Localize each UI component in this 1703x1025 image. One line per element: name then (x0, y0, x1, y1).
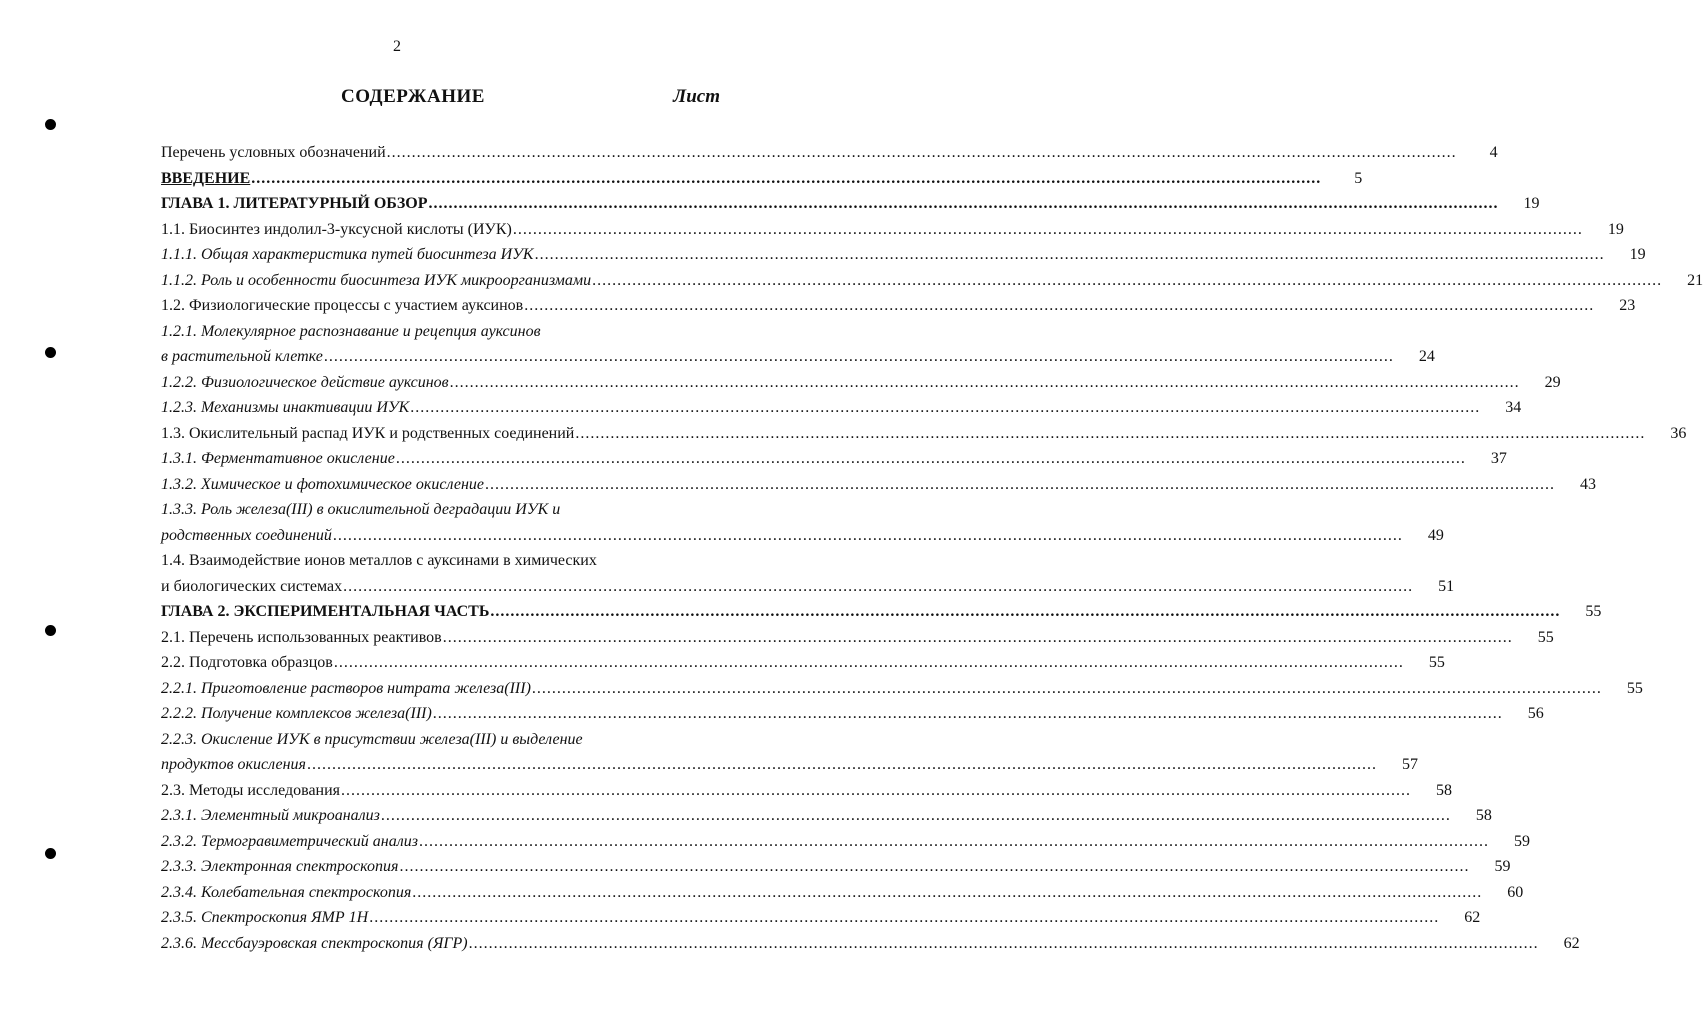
toc-entry (161, 472, 1596, 498)
toc-entry-page: 24 (1418, 348, 1435, 365)
sheet-column-label: Лист (673, 86, 720, 107)
toc-entry (161, 344, 1435, 370)
toc-entry (161, 701, 1544, 727)
toc-entry-page: 55 (1537, 628, 1554, 646)
toc-leader-dots (343, 574, 1413, 600)
toc-entry (161, 650, 1445, 676)
toc-entry-title: 2.3.4. Колебательная спектроскопия (161, 883, 412, 901)
toc-entry (161, 829, 1530, 855)
toc-leader-dots (524, 293, 1594, 319)
toc-leader-dots (433, 701, 1503, 727)
binder-hole-mark (45, 119, 56, 130)
toc-entry (161, 854, 1511, 880)
toc-entry (161, 548, 703, 574)
toc-entry-page: 58 (1475, 807, 1492, 824)
toc-entry (161, 217, 1624, 243)
toc-entry-title: 2.3.1. Элементный микроанализ (161, 807, 380, 824)
toc-leader-dots (369, 905, 1439, 931)
toc-entry-title: 2.2.2. Получение комплексов железа(III) (161, 705, 432, 722)
toc-entry-page: 19 (1523, 195, 1540, 212)
toc-entry-title: ВВЕДЕНИЕ (161, 169, 251, 187)
toc-entry (161, 421, 1687, 447)
toc-entry-page: 36 (1670, 424, 1687, 442)
toc-leader-dots (324, 344, 1394, 370)
toc-leader-dots (443, 625, 1513, 651)
toc-entry-page: 43 (1579, 475, 1596, 493)
toc-entry-page: 56 (1527, 705, 1544, 722)
toc-entry-title: Перечень условных обозначений (161, 144, 386, 161)
toc-entry (161, 880, 1524, 906)
toc-entry-title: 1.3.1. Ферментативное окисление (161, 450, 395, 467)
toc-entry-page: 29 (1544, 373, 1561, 391)
toc-leader-dots (450, 370, 1520, 396)
toc-entry-title: и биологических системах (161, 577, 343, 595)
toc-entry-title: в растительной клетке (161, 348, 323, 365)
toc-leader-dots (333, 523, 1403, 549)
toc-leader-dots (251, 166, 1321, 192)
toc-entry-page: 23 (1619, 297, 1636, 314)
toc-entry-title: 2.3.6. Мессбауэровская спектроскопия (ЯГР) (161, 934, 468, 952)
toc-entry-page: 37 (1490, 450, 1507, 467)
toc-entry (161, 242, 1646, 268)
toc-entry-page: 62 (1563, 934, 1580, 952)
toc-entry (161, 778, 1453, 804)
page-title: СОДЕРЖАНИЕ (341, 86, 485, 107)
toc-entry (161, 395, 1522, 421)
toc-leader-dots (341, 778, 1411, 804)
toc-leader-dots (513, 217, 1583, 243)
toc-entry-page: 55 (1626, 679, 1643, 697)
toc-leader-dots (419, 829, 1489, 855)
toc-leader-dots (490, 599, 1560, 625)
page-number: 2 (393, 38, 401, 55)
toc-entry-page: 19 (1607, 220, 1624, 238)
table-of-contents (161, 140, 1703, 956)
toc-leader-dots (592, 268, 1662, 294)
toc-entry-title: 2.2.3. Окисление ИУК в присутствии железа(III) и выделение (161, 730, 583, 748)
toc-entry-title: 1.1.2. Роль и особенности биосинтеза ИУК микроорганизмами (161, 271, 592, 289)
toc-entry-page: 58 (1436, 781, 1453, 799)
toc-entry (161, 574, 1455, 600)
toc-entry (161, 523, 1444, 549)
toc-entry-page: 59 (1494, 858, 1511, 875)
toc-entry (161, 497, 703, 523)
toc-entry-page: 57 (1401, 756, 1418, 773)
toc-leader-dots (410, 395, 1480, 421)
toc-entry (161, 319, 703, 345)
toc-leader-dots (469, 931, 1539, 957)
toc-entry-title: 1.3.3. Роль железа(III) в окислительной деградации ИУК и (161, 501, 561, 518)
toc-entry (161, 446, 1507, 472)
toc-entry-page: 62 (1464, 909, 1481, 926)
binder-hole-mark (45, 347, 56, 358)
binder-hole-mark (45, 848, 56, 859)
toc-entry-page: 49 (1427, 526, 1444, 544)
toc-leader-dots (429, 191, 1499, 217)
toc-entry-page: 4 (1489, 144, 1498, 161)
toc-entry (161, 803, 1492, 829)
toc-leader-dots (381, 803, 1451, 829)
toc-entry-title: продуктов окисления (161, 756, 306, 773)
toc-entry (161, 727, 703, 753)
toc-entry-page: 60 (1507, 883, 1524, 901)
toc-entry-page: 21 (1687, 271, 1703, 289)
toc-entry (161, 191, 1540, 217)
toc-entry (161, 676, 1643, 702)
toc-entry (161, 370, 1561, 396)
toc-entry (161, 268, 1703, 294)
toc-entry-title: 1.2.3. Механизмы инактивации ИУК (161, 399, 410, 416)
toc-entry (161, 293, 1636, 319)
toc-entry-title: 1.2.1. Молекулярное распознавание и рецепция ауксинов (161, 322, 541, 340)
toc-entry-page: 34 (1505, 399, 1522, 416)
toc-entry-title: 2.3.5. Спектроскопия ЯМР 1H (161, 909, 369, 926)
toc-entry-title: 2.3.2. Термогравиметрический анализ (161, 832, 418, 850)
binder-hole-mark (45, 625, 56, 636)
toc-entry-title: 2.2.1. Приготовление растворов нитрата железа(III) (161, 679, 531, 697)
toc-leader-dots (575, 421, 1645, 447)
toc-entry (161, 140, 1498, 166)
toc-entry-page: 5 (1354, 169, 1363, 187)
toc-entry-page: 55 (1585, 603, 1602, 620)
toc-entry-page: 59 (1513, 832, 1530, 850)
toc-entry (161, 625, 1554, 651)
toc-entry-page: 19 (1629, 246, 1646, 263)
toc-leader-dots (334, 650, 1404, 676)
toc-entry (161, 931, 1580, 957)
toc-entry-title: ГЛАВА 1. ЛИТЕРАТУРНЫЙ ОБЗОР (161, 195, 428, 212)
toc-leader-dots (307, 752, 1377, 778)
toc-entry-title: ГЛАВА 2. ЭКСПЕРИМЕНТАЛЬНАЯ ЧАСТЬ (161, 603, 490, 620)
toc-entry-title: 2.1. Перечень использованных реактивов (161, 628, 442, 646)
toc-entry-title: 1.1. Биосинтез индолил-3-уксусной кислоты (ИУК) (161, 220, 512, 238)
toc-entry-title: родственных соединений (161, 526, 332, 544)
toc-entry-title: 2.2. Подготовка образцов (161, 654, 333, 671)
toc-leader-dots (412, 880, 1482, 906)
toc-leader-dots (387, 140, 1457, 166)
toc-leader-dots (485, 472, 1555, 498)
toc-entry-title: 1.2.2. Физиологическое действие ауксинов (161, 373, 449, 391)
toc-entry-title: 1.1.1. Общая характеристика путей биосинтеза ИУК (161, 246, 534, 263)
toc-leader-dots (399, 854, 1469, 880)
toc-leader-dots (532, 676, 1602, 702)
toc-entry-page: 51 (1438, 577, 1455, 595)
toc-leader-dots (396, 446, 1466, 472)
toc-leader-dots (535, 242, 1605, 268)
toc-entry (161, 752, 1418, 778)
toc-entry-title: 2.3. Методы исследования (161, 781, 341, 799)
toc-entry (161, 599, 1602, 625)
toc-entry-title: 1.2. Физиологические процессы с участием ауксинов (161, 297, 524, 314)
toc-entry-title: 1.3. Окислительный распад ИУК и родственных соединений (161, 424, 575, 442)
toc-entry (161, 905, 1481, 931)
toc-entry-title: 2.3.3. Электронная спектроскопия (161, 858, 399, 875)
toc-entry-page: 55 (1428, 654, 1445, 671)
toc-entry-title: 1.4. Взаимодействие ионов металлов с ауксинами в химических (161, 552, 597, 569)
toc-entry-title: 1.3.2. Химическое и фотохимическое окисление (161, 475, 484, 493)
toc-entry (161, 166, 1363, 192)
